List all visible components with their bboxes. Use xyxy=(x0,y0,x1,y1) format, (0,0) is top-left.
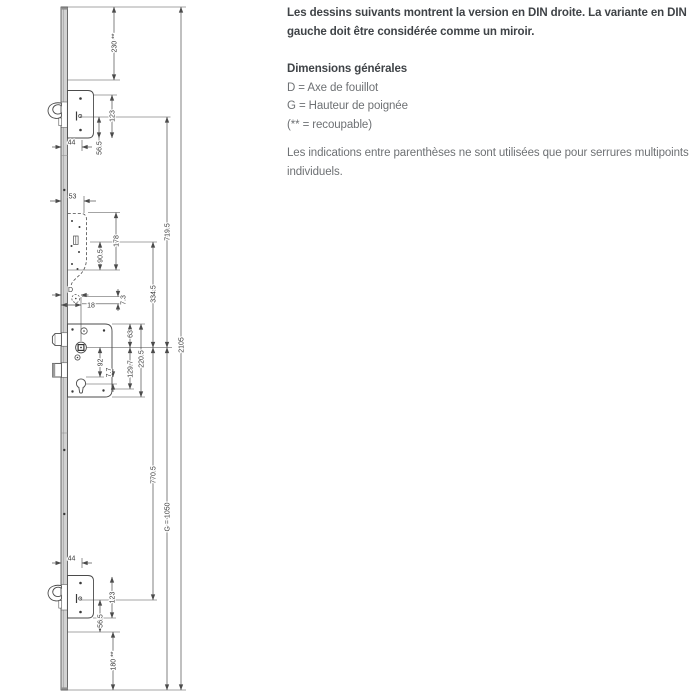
dim-label-18: 18 xyxy=(87,302,95,310)
dim-label-56-5-top: 56.5 xyxy=(96,141,104,155)
dim-label-44-top: 44 xyxy=(67,139,76,147)
top-hook-lock-case xyxy=(48,91,93,139)
dim-label-44-bottom: 44 xyxy=(67,555,76,563)
dim-label-7-3: 7.3 xyxy=(120,295,128,305)
dim-label-D-backset: D xyxy=(67,287,74,294)
dim-label-129-7: 129.7 xyxy=(127,360,135,378)
dim-label-123-bottom: 123 xyxy=(109,591,117,604)
latch-bolt xyxy=(52,334,61,346)
dim-label-719-5: 719.5 xyxy=(164,223,172,241)
legend-axe-de-fouillot: D = Axe de fouillot xyxy=(287,81,379,94)
dim-label-90-5: 90.5 xyxy=(97,249,105,263)
screw-hole xyxy=(63,449,65,451)
dim-label-770-5: 770.5 xyxy=(150,466,158,484)
dim-label-180: 180 ** xyxy=(110,651,118,671)
hook-bolt xyxy=(48,103,61,119)
dim-label-53: 53 xyxy=(68,193,77,201)
dim-label-2105: 2105 xyxy=(178,337,186,353)
dim-label-334-5: 334.5 xyxy=(150,285,158,303)
screw-hole xyxy=(63,513,65,515)
dim-label-178: 178 xyxy=(113,235,121,247)
dim-label-63: 63 xyxy=(127,330,135,338)
bottom-hook-lock-case xyxy=(48,576,93,619)
multipoint-lock-technical-drawing xyxy=(0,0,260,700)
faceplate-bottom-endcap xyxy=(61,687,68,690)
description-panel xyxy=(287,4,691,181)
dim-label-7-7: 7.7 xyxy=(105,367,113,378)
dim-label-220-5: 220.5 xyxy=(138,350,146,368)
faceplate-top-endcap xyxy=(61,7,68,10)
legend-recoupable: (** = recoupable) xyxy=(287,118,372,131)
dim-label-230: 230 ** xyxy=(111,33,119,53)
hook-bolt xyxy=(48,585,61,601)
dim-label-123-top: 123 xyxy=(109,110,117,122)
intro-paragraph: Les dessins suivants montrent la version en DIN droite. La variante en DIN gauche doit être considérée comme un miroir. xyxy=(287,7,687,38)
dim-label-handle-height-G: G = 1050 xyxy=(164,502,172,532)
dim-label-92: 92 xyxy=(97,358,105,367)
follower-spindle-hub xyxy=(76,342,87,353)
dim-label-56-5-bottom: 56.5 xyxy=(97,614,105,628)
note-paragraph: Les indications entre parenthèses ne sont utilisées que pour serrures multipoints individuels. xyxy=(287,147,689,178)
dimensions-heading: Dimensions générales xyxy=(287,63,408,75)
legend-hauteur-de-poignee: G = Hauteur de poignée xyxy=(287,100,408,112)
screw-hole xyxy=(63,189,65,191)
